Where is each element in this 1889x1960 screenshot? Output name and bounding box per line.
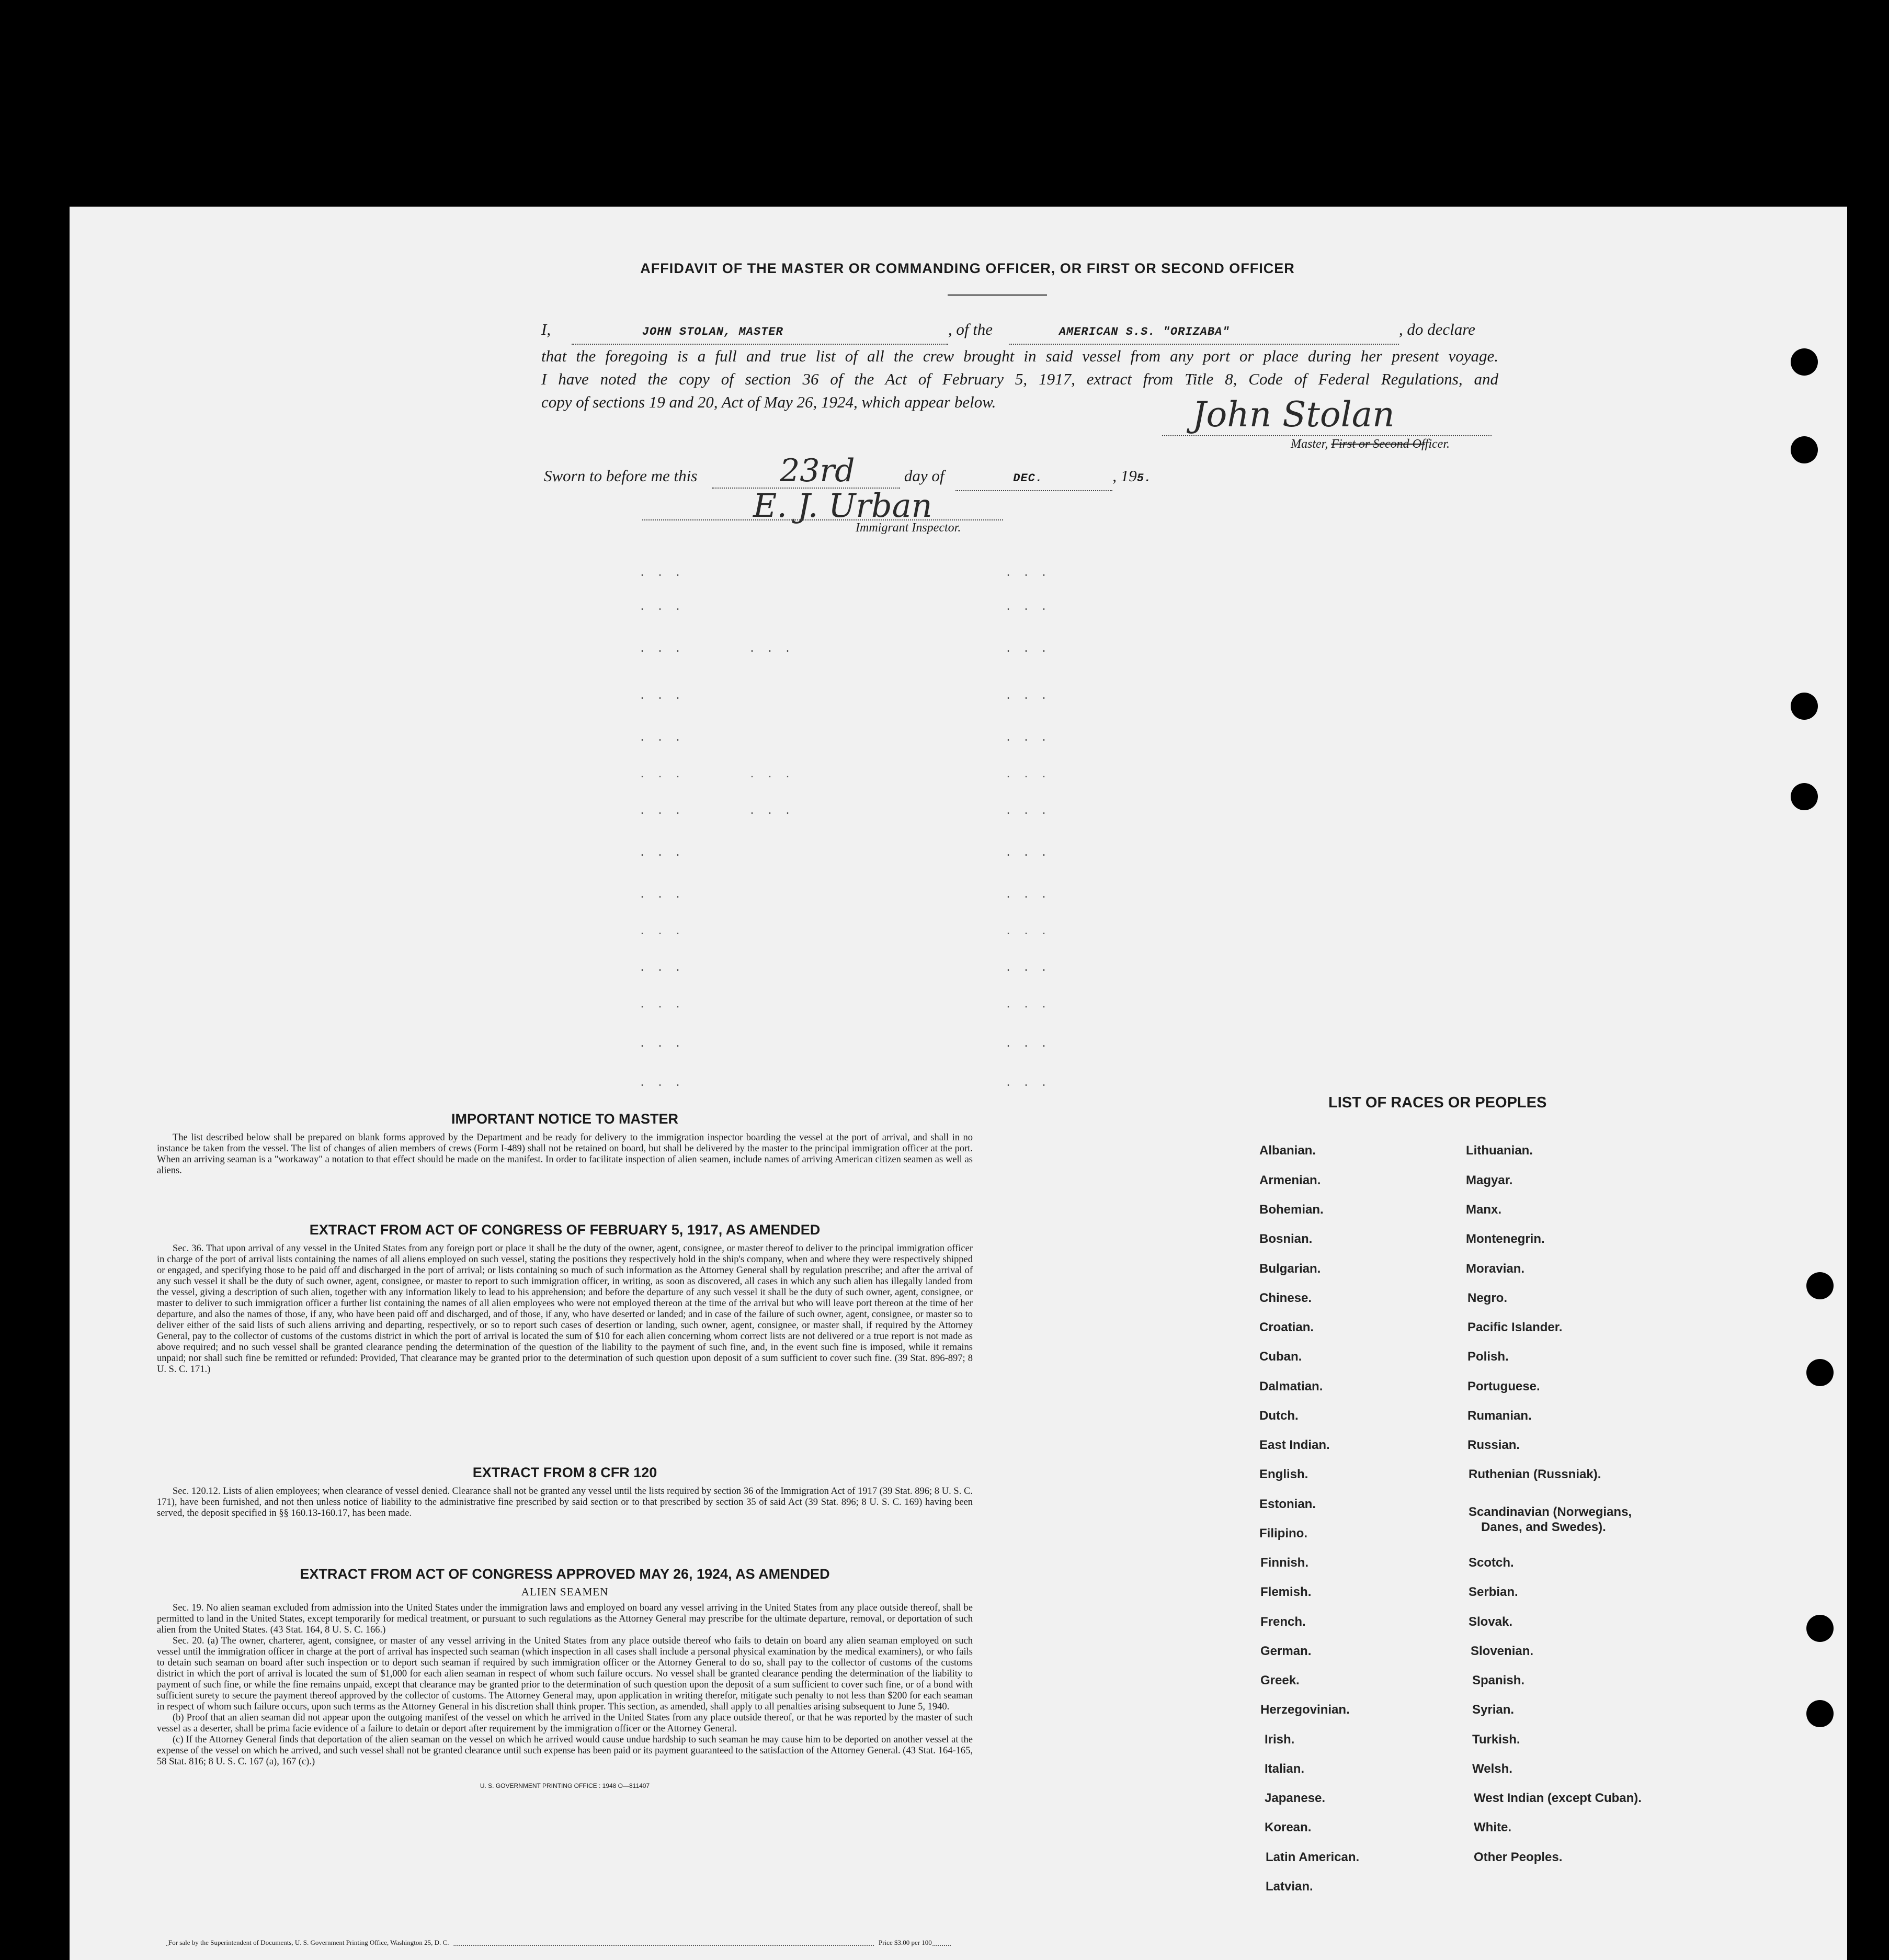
race-item: Greek.	[1260, 1673, 1300, 1687]
extract-cfr-text: Sec. 120.12. Lists of alien employees; when clearance of vessel denied. Clearance shall not be granted any vessel until the lists required by section 36 of the Immigration Act of 1917 (39 Stat. 896; 8 U. S. C. 171), have been furnished, and not then unless notice of liability to the administrative fine prescribed by said section or to that prescribed by section 35 of said Act (39 Stat. 896; 8 U. S. C. 169) having been served, the deposit specified in §§ 160.13-160.17, has been made.	[157, 1486, 973, 1519]
race-item: Croatian.	[1259, 1320, 1314, 1334]
leader-dots: . . .	[749, 769, 794, 781]
race-item: Montenegrin.	[1466, 1232, 1545, 1246]
race-item: Turkish.	[1472, 1732, 1520, 1747]
race-item: Slovenian.	[1471, 1644, 1534, 1658]
race-item: Bosnian.	[1259, 1232, 1313, 1246]
race-item: Albanian.	[1259, 1143, 1316, 1158]
sec-19-text: Sec. 19. No alien seaman excluded from admission into the United States under the immigration laws and employed on board any vessel arriving in the United States from any place outside thereof, shall be permitted to land in the United States, except temporarily for medical treatment, or pursuant to such regulations as the Attorney General may prescribe for the ultimate departure, removal, or deportation of such alien from the United States. (43 Stat. 164, 8 U. S. C. 166.)	[157, 1603, 973, 1635]
master-signature: John Stolan	[1192, 394, 1395, 435]
leader-dots: . . .	[639, 962, 684, 975]
leader-dots: . . .	[639, 1038, 684, 1050]
leader-dots: . . .	[639, 643, 684, 655]
race-item: Rumanian.	[1467, 1409, 1532, 1423]
inspector-signature: E. J. Urban	[753, 486, 932, 525]
race-item: Moravian.	[1466, 1262, 1525, 1276]
binder-hole	[1806, 1359, 1834, 1386]
extract-1917-title: EXTRACT FROM ACT OF CONGRESS OF FEBRUARY 5, 1917, AS AMENDED	[309, 1222, 821, 1238]
leader-dots: . . .	[1005, 643, 1050, 655]
leader-dots: . . .	[639, 568, 684, 580]
notice-text: The list described below shall be prepared on blank forms approved by the Department and be ready for delivery to the immigration inspector boarding the vessel at the port of arrival, and shall in no instance be taken from the vessel. The list of changes of alien members of crews (Form I-489) shall not be retained on board, but shall be delivered by the master to the principal immigration officer at the port. When an arriving seaman is a "workaway" a notation to that effect should be made on the manifest. In order to facilitate inspection of alien seamen, include names of arriving American citizen seamen as well as aliens.	[157, 1132, 973, 1176]
master-name-field: JOHN STOLAN, MASTER	[572, 318, 948, 345]
race-item: Finnish.	[1260, 1556, 1308, 1570]
important-notice-section	[157, 1111, 973, 1176]
footer-sale-note: For sale by the Superintendent of Documents, U. S. Government Printing Office, Washington 25, D. C.	[168, 1939, 453, 1947]
race-item: Spanish.	[1472, 1673, 1525, 1687]
race-item: Korean.	[1265, 1820, 1312, 1834]
extract-1924-title: EXTRACT FROM ACT OF CONGRESS APPROVED MAY 26, 1924, AS AMENDED	[300, 1566, 830, 1582]
leader-dots: . . .	[639, 806, 684, 818]
leader-dots: . . .	[749, 806, 794, 818]
binder-hole	[1791, 436, 1818, 463]
month-field: DEC.	[955, 464, 1112, 491]
binder-hole	[1791, 693, 1818, 720]
leader-dots: . . .	[1005, 999, 1050, 1011]
printer-imprint: U. S. GOVERNMENT PRINTING OFFICE : 1948 O—811407	[480, 1782, 650, 1789]
race-item: Russian.	[1467, 1438, 1520, 1452]
race-item: Portuguese.	[1467, 1379, 1540, 1393]
race-item: English.	[1259, 1467, 1308, 1481]
race-item: Syrian.	[1472, 1703, 1515, 1717]
leader-dots: . . .	[1005, 568, 1050, 580]
binder-hole	[1806, 1700, 1834, 1727]
leader-dots: . . .	[749, 643, 794, 655]
race-item: Estonian.	[1259, 1497, 1316, 1511]
race-item: Scandinavian (Norwegians,	[1469, 1505, 1632, 1519]
race-item: Latin American.	[1266, 1850, 1360, 1864]
race-item: Magyar.	[1466, 1173, 1513, 1187]
race-item: Pacific Islander.	[1467, 1320, 1563, 1334]
race-item: Chinese.	[1259, 1291, 1312, 1305]
sworn-line: Sworn to before me this 23rd day of DEC. , 195.	[544, 459, 1276, 491]
race-item: Cuban.	[1259, 1350, 1302, 1364]
sec-20b-text: (b) Proof that an alien seaman did not appear upon the outgoing manifest of the vessel on which he arrived in the United States from any place outside thereof, or that he was reported by the master of such vessel as a deserter, shall be prima facie evidence of a failure to detain or deport after requirement by the immigration officer or the Attorney General.	[157, 1713, 973, 1734]
binder-hole	[1791, 783, 1818, 810]
declaration-line-2: that the foregoing is a full and true list of all the crew brought in said vessel from any port or place during her present voyage.	[541, 347, 1498, 365]
races-title: LIST OF RACES OR PEOPLES	[1328, 1094, 1547, 1111]
race-item: Italian.	[1265, 1762, 1305, 1776]
race-item: East Indian.	[1259, 1438, 1330, 1452]
title-rule	[948, 294, 1047, 296]
declaration-line-3: I have noted the copy of section 36 of the Act of February 5, 1917, extract from Title 8, Code of Federal Regulations, and	[541, 370, 1498, 388]
declaration-line-1: I, JOHN STOLAN, MASTER , of the AMERICAN S.S. "ORIZABA" , do declare	[541, 318, 1498, 345]
leader-dots: . . .	[1005, 926, 1050, 938]
race-item: Bulgarian.	[1259, 1262, 1321, 1276]
leader-dots: . . .	[639, 926, 684, 938]
leader-dots: . . .	[1005, 889, 1050, 901]
footer-price: Price $3.00 per 100	[874, 1939, 932, 1947]
master-caption: Master, First or Second Officer.	[1291, 437, 1450, 451]
extract-1917-text: Sec. 36. That upon arrival of any vessel in the United States from any foreign port or place it shall be the duty of the owner, agent, consignee, or master thereof to deliver to the principal immigration officer in charge of the port of arrival lists containing the names of all aliens employed on such vessel, stating the positions they respectively hold in the ship's company, when and where they were respectively shipped or engaged, and specifying those to be paid off and discharged in the port of arrival; or lists containing so much of such information as the Attorney General shall by regulation prescribe; and after the arrival of any such vessel it shall be the duty of such owner, agent, consignee, or master to report to such immigration officer, in writing, as soon as discovered, all cases in which any such alien has illegally landed from the vessel, giving a description of such alien, together with any information likely to lead to his apprehension; and before the departure of any such vessel it shall be the duty of such owner, agent, consignee, or master to deliver to such immigration officer a further list containing the names of all alien employees who were not employed thereon at the time of the arrival but who will leave port thereon at the time of her departure, and also the names of those, if any, who have been paid off and discharged, and of those, if any, who have deserted or landed; and in case of the failure of such owner, agent, consignee, or master so to deliver either of the said lists of such aliens arriving and departing, respectively, or so to report such cases of desertion or landing, such owner, agent, consignee, or master shall, if required by the Attorney General, pay to the collector of customs of the customs district in which the port of arrival is located the sum of $10 for each alien concerning whom correct lists are not delivered or a true report is not made as above required; and no such vessel shall be granted clearance pending the determination of the question of the liability to the payment of such fine, and, in the event such fine is imposed, while it remains unpaid; nor shall such fine be remitted or refunded: Provided, That clearance may be granted prior to the determination of such question upon deposit of a sum sufficient to cover such fine. (39 Stat. 896-897; 8 U. S. C. 171.)	[157, 1243, 973, 1375]
extract-cfr-section	[157, 1465, 973, 1519]
leader-dots: . . .	[1005, 732, 1050, 744]
declaration-line-4: copy of sections 19 and 20, Act of May 26, 1924, which appear below.	[541, 393, 996, 411]
race-item: Irish.	[1265, 1732, 1295, 1747]
race-item: Slovak.	[1469, 1615, 1513, 1629]
leader-dots: . . .	[1005, 962, 1050, 975]
race-item: Welsh.	[1472, 1762, 1512, 1776]
extract-cfr-title: EXTRACT FROM 8 CFR 120	[472, 1465, 657, 1480]
race-item: Dalmatian.	[1259, 1379, 1323, 1393]
race-item: Flemish.	[1260, 1585, 1312, 1599]
race-item: Dutch.	[1259, 1409, 1299, 1423]
leader-dots: . . .	[1005, 806, 1050, 818]
notice-title: IMPORTANT NOTICE TO MASTER	[451, 1111, 678, 1127]
day-field: 23rd	[712, 459, 900, 489]
leader-dots: . . .	[1005, 847, 1050, 859]
race-item: Japanese.	[1265, 1791, 1326, 1805]
race-item: Armenian.	[1259, 1173, 1321, 1187]
leader-dots: . . .	[639, 732, 684, 744]
inspector-caption: Immigrant Inspector.	[856, 521, 961, 535]
leader-dots: . . .	[639, 690, 684, 703]
sec-20c-text: (c) If the Attorney General finds that deportation of the alien seaman on the vessel on which he arrived would cause undue hardship to such seaman he may cause him to be deported on another vessel at the expense of the vessel on which he arrived, and such vessel shall not be granted clearance until such expense has been paid or its payment guaranteed to the satisfaction of the Attorney General. (43 Stat. 164-165, 58 Stat. 816; 8 U. S. C. 167 (a), 167 (c).)	[157, 1735, 973, 1767]
leader-dots: . . .	[1005, 602, 1050, 614]
leader-dots: . . .	[639, 889, 684, 901]
race-item: Bohemian.	[1259, 1203, 1324, 1217]
leader-dots: . . .	[639, 999, 684, 1011]
affidavit-title: AFFIDAVIT OF THE MASTER OR COMMANDING OFFICER, OR FIRST OR SECOND OFFICER	[640, 260, 1295, 276]
race-item: Herzegovinian.	[1260, 1703, 1350, 1717]
sec-20a-text: Sec. 20. (a) The owner, charterer, agent, consignee, or master of any vessel arriving in the United States from any place outside thereof who fails to detain on board any alien seaman employed on such vessel until the immigration officer in charge at the port of arrival has inspected such seaman (which inspection in all cases shall include a personal physical examination by the medical examiners), or who fails to detain such seaman on board after such inspection or to deport such seaman if required by such immigration officer or the Attorney General to do so, shall pay to the collector of customs of the customs district in which the port of arrival is located the sum of $1,000 for each alien seaman in respect of whom such failure occurs. No vessel shall be granted clearance pending the determination of the liability to payment of such fine, or while the fine remains unpaid, except that clearance may be granted prior to the determination of such question upon the deposit of a sum sufficient to cover such fine, or of a bond with sufficient surety to secure the payment thereof approved by the collector of customs. The Attorney General may, upon application in writing therefor, mitigate such penalty to not less than $200 for each seaman in respect of whom such failure occurs, upon such terms as the Attorney General in his discretion shall think proper. This section, as amended, shall apply to all penalties arising subsequent to June 5, 1940.	[157, 1636, 973, 1712]
race-item: Polish.	[1467, 1350, 1509, 1364]
race-item: Latvian.	[1266, 1879, 1313, 1894]
race-item: French.	[1260, 1615, 1306, 1629]
race-item: Ruthenian (Russniak).	[1469, 1467, 1601, 1481]
race-item: Negro.	[1467, 1291, 1508, 1305]
race-item: Manx.	[1466, 1203, 1502, 1217]
leader-dots: . . .	[639, 769, 684, 781]
race-item: Scotch.	[1469, 1556, 1514, 1570]
race-item: Danes, and Swedes).	[1481, 1520, 1606, 1534]
vessel-field: AMERICAN S.S. "ORIZABA"	[1009, 318, 1399, 345]
binder-hole	[1806, 1615, 1834, 1642]
extract-1924-section	[157, 1566, 973, 1789]
leader-dots: . . .	[1005, 690, 1050, 703]
alien-seamen-subtitle: ALIEN SEAMEN	[521, 1585, 609, 1598]
leader-dots: . . .	[639, 602, 684, 614]
leader-dots: . . .	[1005, 1038, 1050, 1050]
race-item: Other Peoples.	[1474, 1850, 1563, 1864]
race-item: Serbian.	[1469, 1585, 1518, 1599]
race-item: Lithuanian.	[1466, 1143, 1533, 1158]
leader-dots: . . .	[1005, 1078, 1050, 1090]
race-item: Filipino.	[1259, 1526, 1307, 1540]
race-item: West Indian (except Cuban).	[1474, 1791, 1642, 1805]
binder-hole	[1791, 348, 1818, 376]
leader-dots: . . .	[639, 847, 684, 859]
leader-dots: . . .	[639, 1078, 684, 1090]
leader-dots: . . .	[1005, 769, 1050, 781]
race-item: White.	[1474, 1820, 1511, 1834]
binder-hole	[1806, 1272, 1834, 1299]
race-item: German.	[1260, 1644, 1312, 1658]
extract-1917-section	[157, 1222, 973, 1375]
